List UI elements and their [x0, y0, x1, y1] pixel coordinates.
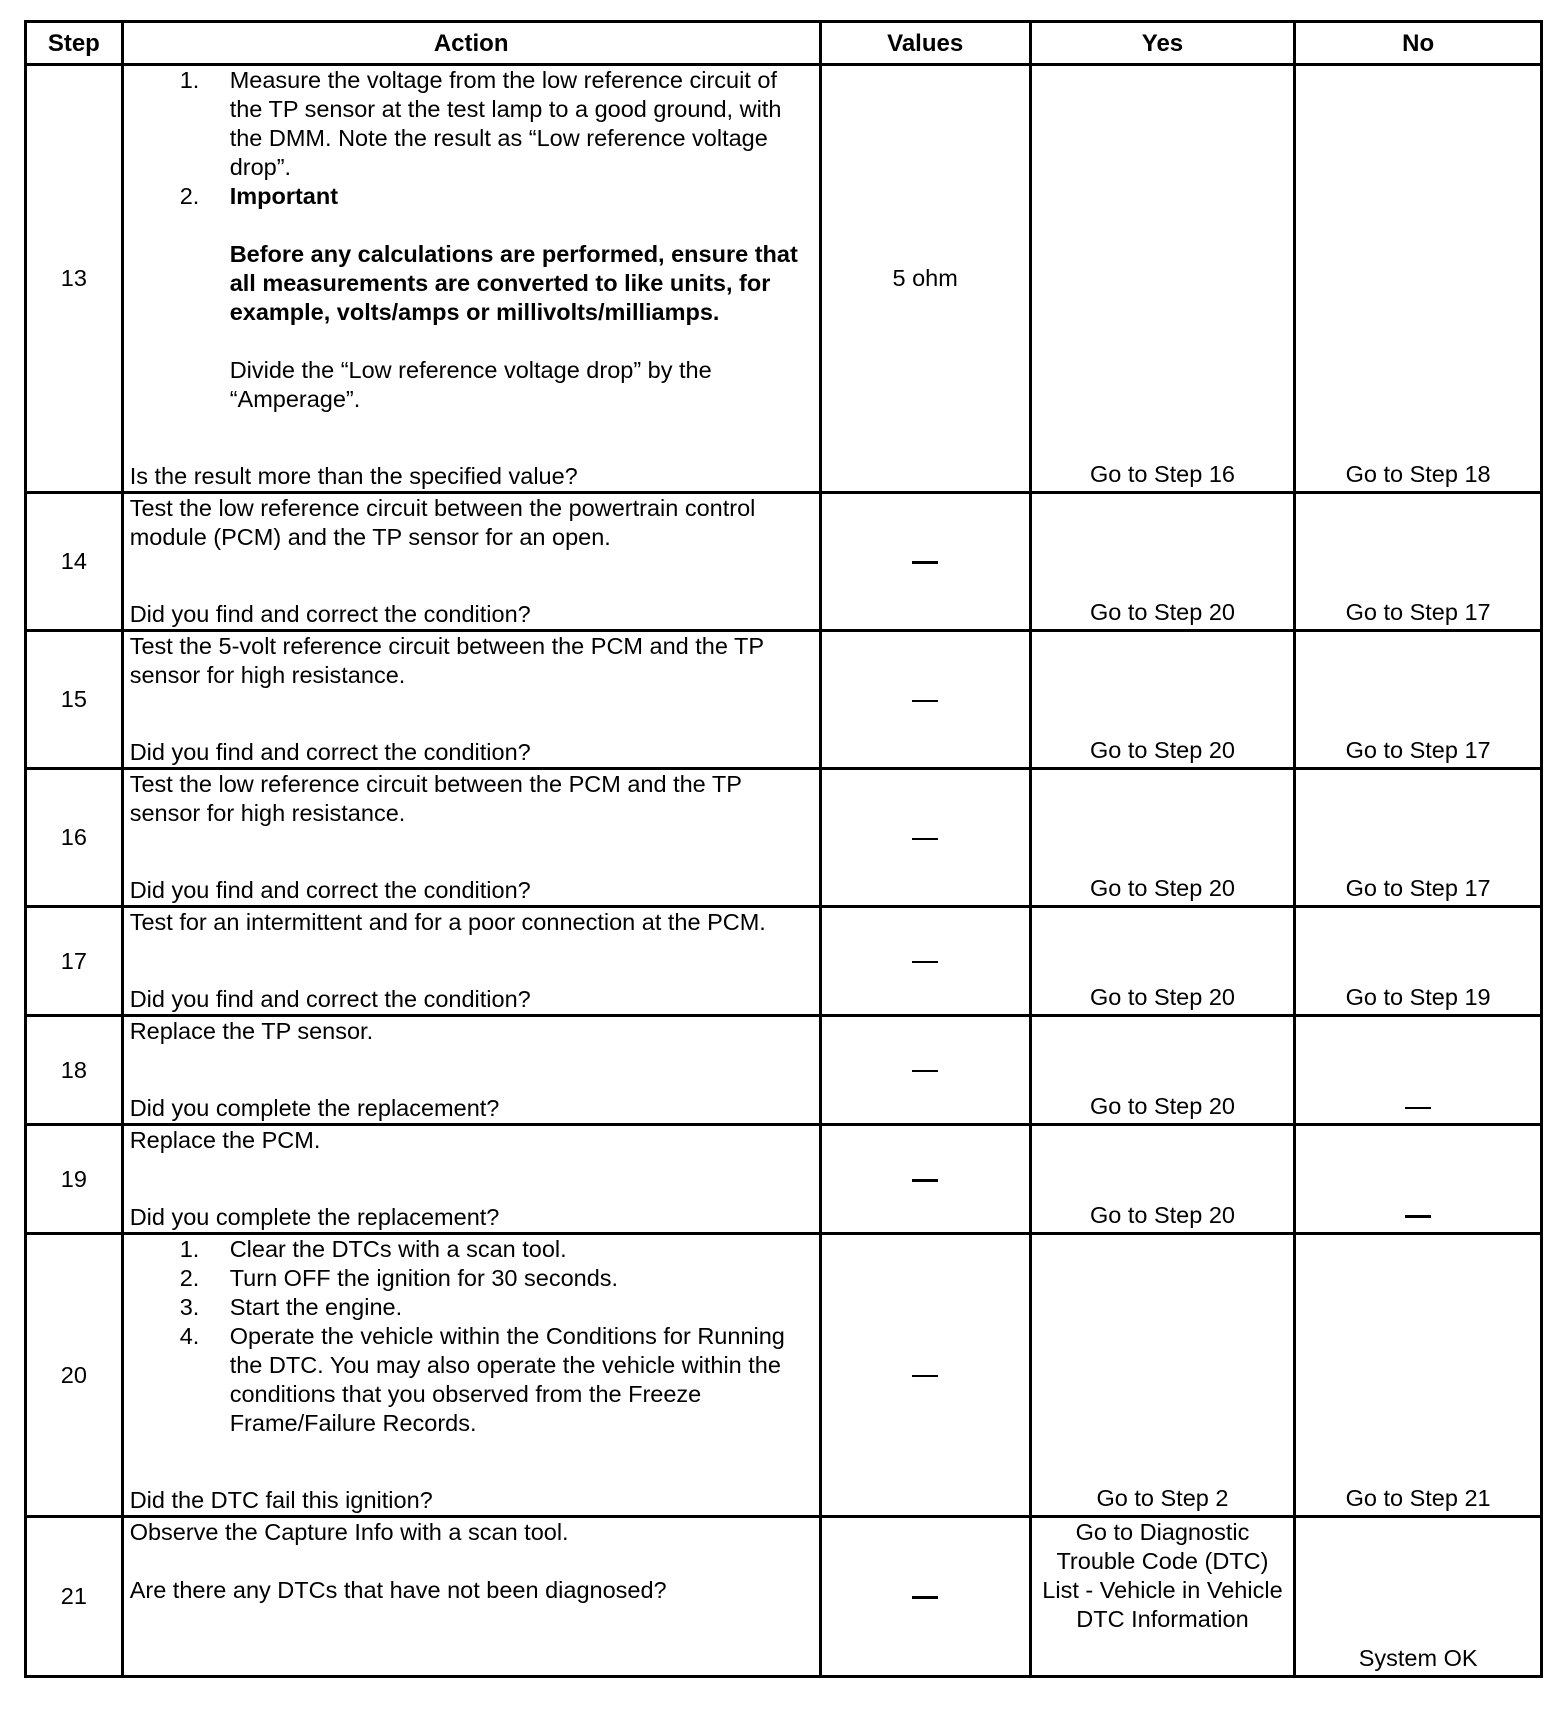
no-cell: Go to Step 17: [1295, 769, 1542, 907]
action-cell: [122, 1016, 820, 1125]
action-cell: [122, 907, 820, 1016]
item-number: 1.: [179, 1236, 200, 1262]
header-action: Action: [122, 22, 820, 65]
item-text: Turn OFF the ignition for 30 seconds.: [229, 1265, 619, 1291]
step-number: 20: [26, 1234, 123, 1517]
step-number: 14: [26, 493, 123, 631]
action-cell: [122, 65, 820, 493]
step-number: 16: [26, 769, 123, 907]
dash-mark: [912, 1070, 938, 1072]
item-number: 3.: [179, 1294, 200, 1320]
list-item: [130, 1235, 815, 1264]
yes-cell: Go to Step 20: [1030, 907, 1295, 1016]
step-number: 15: [26, 631, 123, 769]
list-item: [130, 66, 815, 182]
item-text: Clear the DTCs with a scan tool.: [229, 1236, 567, 1262]
table-row: [26, 631, 1542, 769]
header-yes: Yes: [1030, 22, 1295, 65]
step-number: 18: [26, 1016, 123, 1125]
no-cell: Go to Step 19: [1295, 907, 1542, 1016]
dash-mark: [1405, 1215, 1431, 1218]
value-cell: 5 ohm: [820, 65, 1030, 493]
yes-cell: Go to Step 16: [1030, 65, 1295, 493]
instruction-text: Observe the Capture Info with a scan tool.: [129, 1519, 569, 1545]
important-title: Important: [229, 183, 339, 209]
header-values: Values: [820, 22, 1030, 65]
step-number: 21: [26, 1517, 123, 1677]
table-row: [26, 65, 1542, 493]
question-text: Did you find and correct the condition?: [129, 601, 531, 627]
list-item: [130, 1293, 815, 1322]
item-text: Start the engine.: [229, 1294, 403, 1320]
diagnostic-table: [24, 20, 1543, 1678]
table-row: [26, 1234, 1542, 1517]
action-cell: [122, 769, 820, 907]
dash-mark: [912, 1596, 938, 1599]
header-step: Step: [26, 22, 123, 65]
no-cell: Go to Step 17: [1295, 493, 1542, 631]
table-row: [26, 1016, 1542, 1125]
action-steps: [130, 66, 815, 414]
question-text: Did the DTC fail this ignition?: [129, 1487, 433, 1513]
table-row: [26, 1125, 1542, 1234]
header-no: No: [1295, 22, 1542, 65]
step-number: 19: [26, 1125, 123, 1234]
action-cell: [122, 1125, 820, 1234]
question-text: Did you complete the replacement?: [129, 1204, 500, 1230]
dash-mark: [912, 961, 938, 963]
dash-mark: [1405, 1107, 1431, 1109]
header-row: [26, 22, 1542, 65]
table-row: [26, 769, 1542, 907]
instruction-text: Test for an intermittent and for a poor connection at the PCM.: [129, 909, 766, 935]
no-cell: [1295, 1016, 1542, 1125]
value-cell: [820, 1016, 1030, 1125]
instruction-text: Replace the PCM.: [129, 1127, 321, 1153]
important-note: Before any calculations are performed, ensure that all measurements are converted to like units, for example, volts/amps or millivolts/milliamps.: [229, 241, 798, 325]
item-number: 4.: [179, 1323, 200, 1349]
value-cell: [820, 631, 1030, 769]
no-cell: System OK: [1295, 1517, 1542, 1677]
action-cell: [122, 493, 820, 631]
no-cell: Go to Step 18: [1295, 65, 1542, 493]
question-text: Did you complete the replacement?: [129, 1095, 500, 1121]
dash-mark: [912, 700, 938, 702]
question-text: Did you find and correct the condition?: [129, 877, 531, 903]
no-cell: Go to Step 21: [1295, 1234, 1542, 1517]
list-item: [130, 182, 815, 414]
yes-cell: Go to Step 2: [1030, 1234, 1295, 1517]
dash-mark: [912, 1375, 938, 1377]
table-row: [26, 1517, 1542, 1677]
value-cell: [820, 907, 1030, 1016]
item-text: Divide the “Low reference voltage drop” by the “Amperage”.: [229, 357, 712, 412]
value-cell: [820, 769, 1030, 907]
value-cell: [820, 1517, 1030, 1677]
step-number: 13: [26, 65, 123, 493]
table-row: [26, 907, 1542, 1016]
no-cell: Go to Step 17: [1295, 631, 1542, 769]
action-cell: [122, 1234, 820, 1517]
no-cell: [1295, 1125, 1542, 1234]
step-number: 17: [26, 907, 123, 1016]
dash-mark: [912, 561, 938, 564]
dash-mark: [912, 838, 938, 840]
item-number: 1.: [179, 67, 200, 93]
dash-mark: [912, 1179, 938, 1182]
item-number: 2.: [179, 1265, 200, 1291]
value-cell: [820, 1125, 1030, 1234]
instruction-text: Test the low reference circuit between the powertrain control module (PCM) and the TP sensor for an open.: [129, 495, 756, 550]
question-text: Is the result more than the specified value?: [129, 463, 578, 489]
yes-cell: Go to Step 20: [1030, 1016, 1295, 1125]
action-cell: [122, 631, 820, 769]
instruction-text: Test the 5-volt reference circuit between the PCM and the TP sensor for high resistance.: [129, 633, 764, 688]
list-item: [130, 1322, 815, 1438]
instruction-text: Replace the TP sensor.: [129, 1018, 374, 1044]
question-text: Did you find and correct the condition?: [129, 986, 531, 1012]
question-text: Did you find and correct the condition?: [129, 739, 531, 765]
action-cell: [122, 1517, 820, 1677]
value-cell: [820, 493, 1030, 631]
yes-cell: Go to Diagnostic Trouble Code (DTC) List - Vehicle in Vehicle DTC Information: [1030, 1517, 1295, 1677]
item-text: Operate the vehicle within the Conditions for Running the DTC. You may also operate the vehicle within the conditions that you observed from the Freeze Frame/Failure Records.: [229, 1323, 785, 1436]
question-text: Are there any DTCs that have not been diagnosed?: [129, 1577, 667, 1603]
action-steps: [130, 1235, 815, 1438]
yes-cell: Go to Step 20: [1030, 1125, 1295, 1234]
table-row: [26, 493, 1542, 631]
item-text: Measure the voltage from the low reference circuit of the TP sensor at the test lamp to a good ground, with the DMM. Note the result as “Low reference voltage drop”.: [229, 67, 782, 180]
yes-cell: Go to Step 20: [1030, 631, 1295, 769]
instruction-text: Test the low reference circuit between the PCM and the TP sensor for high resistance.: [129, 771, 742, 826]
yes-cell: Go to Step 20: [1030, 769, 1295, 907]
yes-cell: Go to Step 20: [1030, 493, 1295, 631]
list-item: [130, 1264, 815, 1293]
value-cell: [820, 1234, 1030, 1517]
item-number: 2.: [179, 183, 200, 209]
